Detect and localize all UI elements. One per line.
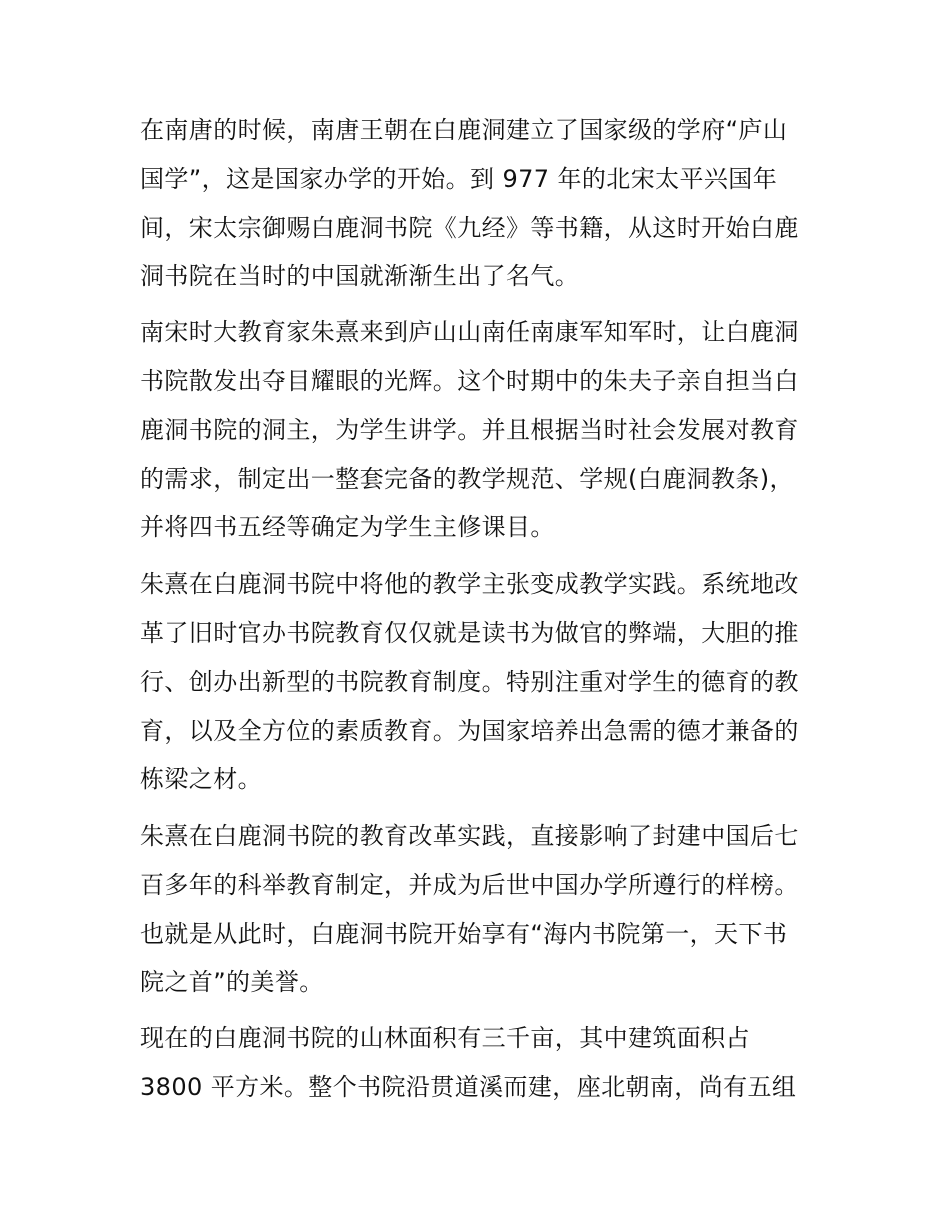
text-line: 也就是从此时，白鹿洞书院开始享有“海内书院第一，天下书 [140, 920, 788, 948]
text-line: 国学”，这是国家办学的开始。到 977 年的北宋太平兴国年 [140, 165, 778, 193]
text-line: 现在的白鹿洞书院的山林面积有三千亩，其中建筑面积占 [140, 1024, 750, 1052]
text-line: 的需求，制定出一整套完备的教学规范、学规(白鹿洞教条)， [140, 465, 794, 493]
text-line: 院之首”的美誉。 [140, 968, 324, 996]
text-line: 3800 平方米。整个书院沿贯道溪而建，座北朝南，尚有五组 [140, 1073, 797, 1101]
text-line: 洞书院在当时的中国就渐渐生出了名气。 [140, 262, 580, 290]
text-line: 在南唐的时候，南唐王朝在白鹿洞建立了国家级的学府“庐山 [140, 116, 788, 144]
text-line: 育，以及全方位的素质教育。为国家培养出急需的德才兼备的 [140, 717, 799, 745]
text-line: 鹿洞书院的洞主，为学生讲学。并且根据当时社会发展对教育 [140, 416, 799, 444]
text-line: 革了旧时官办书院教育仅仅就是读书为做官的弊端，大胆的推 [140, 619, 799, 647]
text-line: 百多年的科举教育制定，并成为后世中国办学所遵行的样榜。 [140, 871, 799, 899]
text-line: 栋梁之材。 [140, 765, 262, 793]
text-line: 南宋时大教育家朱熹来到庐山山南任南康军知军时，让白鹿洞 [140, 318, 799, 346]
text-line: 书院散发出夺目耀眼的光辉。这个时期中的朱夫子亲自担当白 [140, 367, 799, 395]
text-line: 行、创办出新型的书院教育制度。特别注重对学生的德育的教 [140, 668, 799, 696]
text-line: 朱熹在白鹿洞书院中将他的教学主张变成教学实践。系统地改 [140, 570, 799, 598]
text-line: 朱熹在白鹿洞书院的教育改革实践，直接影响了封建中国后七 [140, 822, 799, 850]
text-line: 间，宋太宗御赐白鹿洞书院《九经》等书籍，从这时开始白鹿 [140, 214, 799, 242]
text-line: 并将四书五经等确定为学生主修课目。 [140, 513, 555, 541]
